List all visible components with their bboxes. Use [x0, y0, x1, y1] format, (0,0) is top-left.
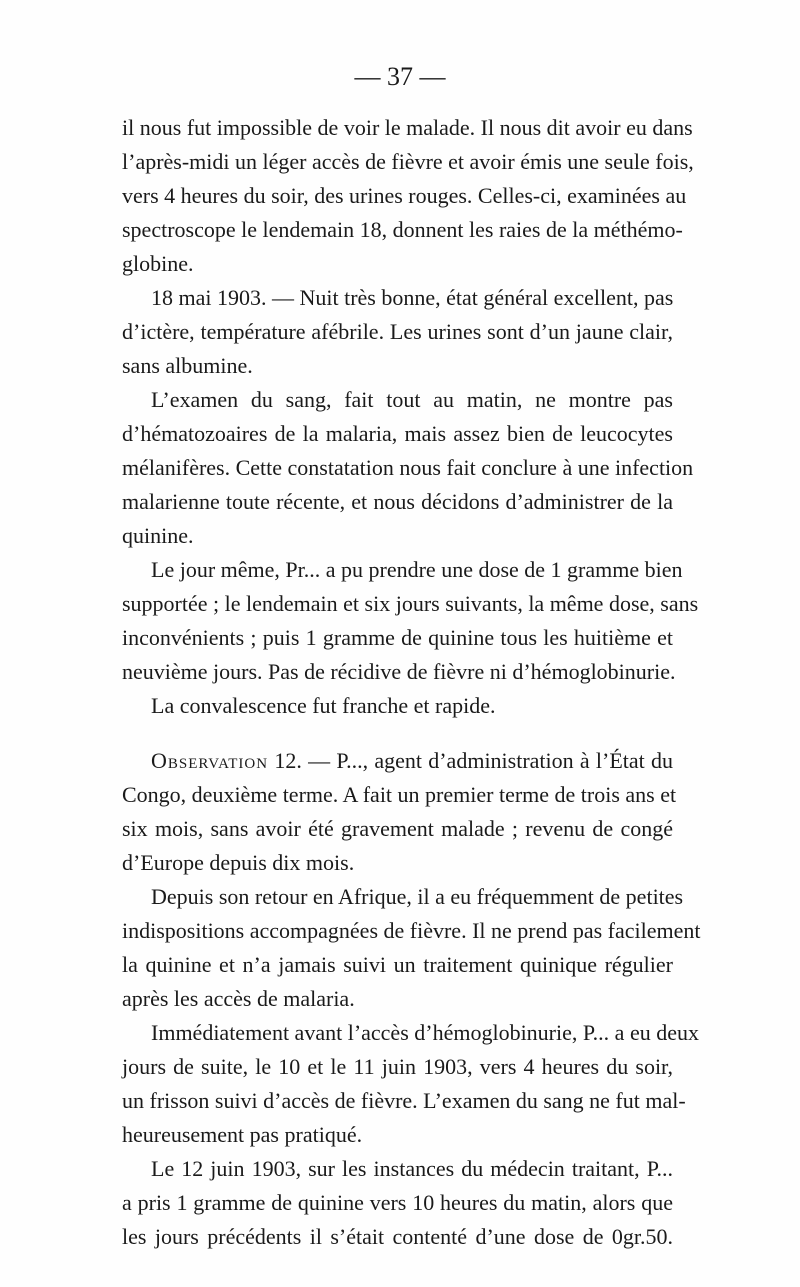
observation-heading-line: [122, 744, 673, 778]
observation-heading-text: — P..., agent d’administration à l’État du: [301, 748, 673, 773]
text-block-1: [122, 111, 699, 723]
text-line: l’après-midi un léger accès de fièvre et avoir émis une seule fois,: [122, 149, 694, 174]
text-line: après les accès de malaria.: [122, 986, 355, 1011]
text-line: mélanifères. Cette constatation nous fait conclure à une infection: [122, 455, 694, 480]
text-line: d’hématozoaires de la malaria, mais assez bien de leucocytes: [122, 421, 673, 446]
text-line: a pris 1 gramme de quinine vers 10 heures du matin, alors que: [122, 1190, 673, 1215]
text-line: heureusement pas pratiqué.: [122, 1122, 363, 1147]
text-line: globine.: [122, 251, 194, 276]
text-line: jours de suite, le 10 et le 11 juin 1903, vers 4 heures du soir,: [122, 1054, 673, 1079]
text-line: inconvénients ; puis 1 gramme de quinine tous les huitième et: [122, 625, 673, 650]
text-line: indispositions accompagnées de fièvre. Il ne prend pas facilement: [122, 918, 701, 943]
text-line: neuvième jours. Pas de récidive de fièvre ni d’hémoglobinurie.: [122, 659, 676, 684]
text-line: d’Europe depuis dix mois.: [122, 850, 355, 875]
text-line: il nous fut impossible de voir le malade. Il nous dit avoir eu dans: [122, 115, 693, 140]
text-line: d’ictère, température afébrile. Les urines sont d’un jaune clair,: [122, 319, 673, 344]
text-line: vers 4 heures du soir, des urines rouges. Celles-ci, examinées au: [122, 183, 687, 208]
text-line: les jours précédents il s’était contenté d’une dose de 0gr.50.: [122, 1224, 673, 1249]
text-line: Le 12 juin 1903, sur les instances du médecin traitant, P...: [151, 1156, 673, 1181]
text-line: Immédiatement avant l’accès d’hémoglobinurie, P... a eu deux: [151, 1020, 699, 1045]
page-number: — 37 —: [354, 62, 446, 91]
text-line: Le jour même, Pr... a pu prendre une dose de 1 gramme bien: [151, 557, 683, 582]
text-line: 18 mai 1903. — Nuit très bonne, état général excellent, pas: [151, 285, 674, 310]
text-line: Depuis son retour en Afrique, il a eu fréquemment de petites: [151, 884, 684, 909]
text-line: la quinine et n’a jamais suivi un traitement quinique régulier: [122, 952, 673, 977]
text-line: supportée ; le lendemain et six jours suivants, la même dose, sans: [122, 591, 699, 616]
text-line: Congo, deuxième terme. A fait un premier terme de trois ans et: [122, 782, 677, 807]
text-line: malarienne toute récente, et nous décidons d’administrer de la: [122, 489, 673, 514]
text-line: quinine.: [122, 523, 194, 548]
text-line: six mois, sans avoir été gravement malade ; revenu de congé: [122, 816, 673, 841]
observation-heading-block: [122, 744, 673, 778]
observation-number: 12.: [274, 748, 302, 773]
text-line: un frisson suivi d’accès de fièvre. L’examen du sang ne fut mal-: [122, 1088, 686, 1113]
text-line: La convalescence fut franche et rapide.: [151, 693, 496, 718]
observation-label: Observation: [151, 748, 269, 773]
text-block-2: [122, 778, 701, 1254]
text-line: spectroscope le lendemain 18, donnent les raies de la méthémo-: [122, 217, 683, 242]
text-line: sans albumine.: [122, 353, 253, 378]
text-line: L’examen du sang, fait tout au matin, ne montre pas: [151, 387, 673, 412]
